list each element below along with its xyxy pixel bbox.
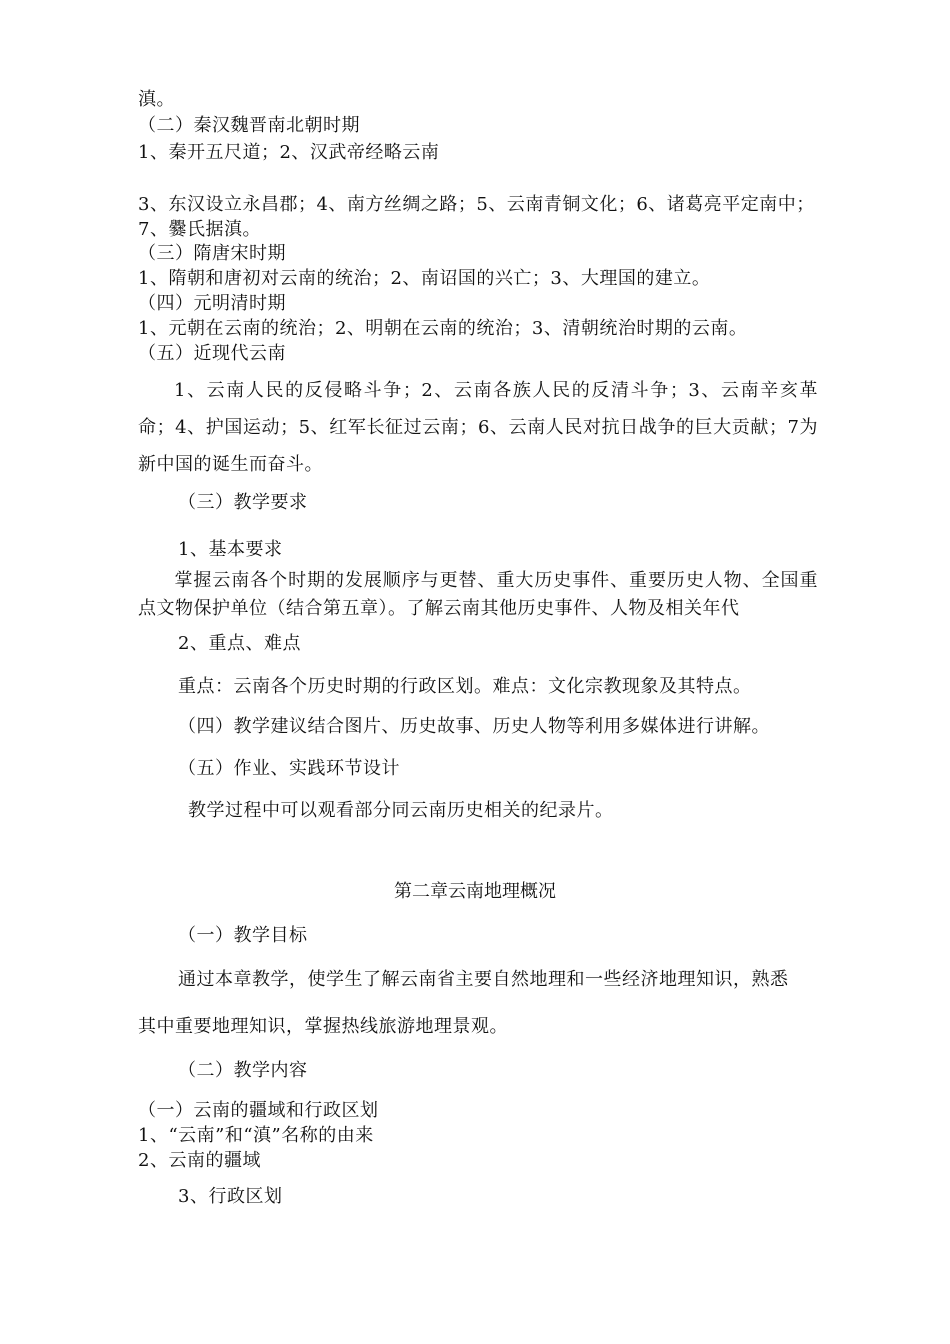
section-heading: （一）教学目标 (178, 925, 308, 946)
text-line: 其中重要地理知识，掌握热线旅游地理景观。 (138, 1016, 508, 1037)
text-line: 3、行政区划 (178, 1186, 283, 1207)
section-heading: （五）近现代云南 (138, 343, 286, 364)
chapter-title: 第二章云南地理概况 (394, 881, 556, 902)
paragraph (138, 567, 818, 623)
section-heading: （四）元明清时期 (138, 293, 286, 314)
subsection-heading: 1、基本要求 (178, 539, 283, 560)
text-line: 滇。 (138, 89, 175, 110)
text-line: 通过本章教学，使学生了解云南省主要自然地理和一些经济地理知识，熟悉 (178, 969, 789, 990)
paragraph-text: 1、云南人民的反侵略斗争；2、云南各族人民的反清斗争；3、云南辛亥革命；4、护国运动；5、红军长征过云南；6、云南人民对抗日战争的巨大贡献；7为新中国的诞生而奋斗。 (138, 380, 818, 475)
paragraph-text: 掌握云南各个时期的发展顺序与更替、重大历史事件、重要历史人物、全国重点文物保护单位（结合第五章）。了解云南其他历史事件、人物及相关年代 (138, 570, 818, 619)
section-heading: （三）隋唐宋时期 (138, 243, 286, 264)
text-line: 1、秦开五尺道；2、汉武帝经略云南 (138, 142, 440, 163)
text-line: 3、东汉设立永昌郡；4、南方丝绸之路；5、云南青铜文化；6、诸葛亮平定南中； (138, 194, 815, 215)
subsection-heading: 2、重点、难点 (178, 633, 301, 654)
text-line: 教学过程中可以观看部分同云南历史相关的纪录片。 (188, 800, 614, 821)
text-line: 1、“云南”和“滇”名称的由来 (138, 1125, 374, 1146)
section-heading: （二）秦汉魏晋南北朝时期 (138, 115, 360, 136)
paragraph (138, 372, 818, 483)
section-heading: （二）教学内容 (178, 1060, 308, 1081)
section-heading: （四）教学建议结合图片、历史故事、历史人物等利用多媒体进行讲解。 (178, 716, 770, 737)
section-heading: （五）作业、实践环节设计 (178, 758, 400, 779)
text-line: 7、爨氏据滇。 (138, 219, 261, 240)
text-line: 2、云南的疆域 (138, 1150, 261, 1171)
text-line: 重点：云南各个历史时期的行政区划。难点：文化宗教现象及其特点。 (178, 676, 752, 697)
section-heading: （三）教学要求 (178, 492, 308, 513)
section-heading: （一）云南的疆域和行政区划 (138, 1100, 379, 1121)
text-line: 1、元朝在云南的统治；2、明朝在云南的统治；3、清朝统治时期的云南。 (138, 318, 748, 339)
text-line: 1、隋朝和唐初对云南的统治；2、南诏国的兴亡；3、大理国的建立。 (138, 268, 711, 289)
